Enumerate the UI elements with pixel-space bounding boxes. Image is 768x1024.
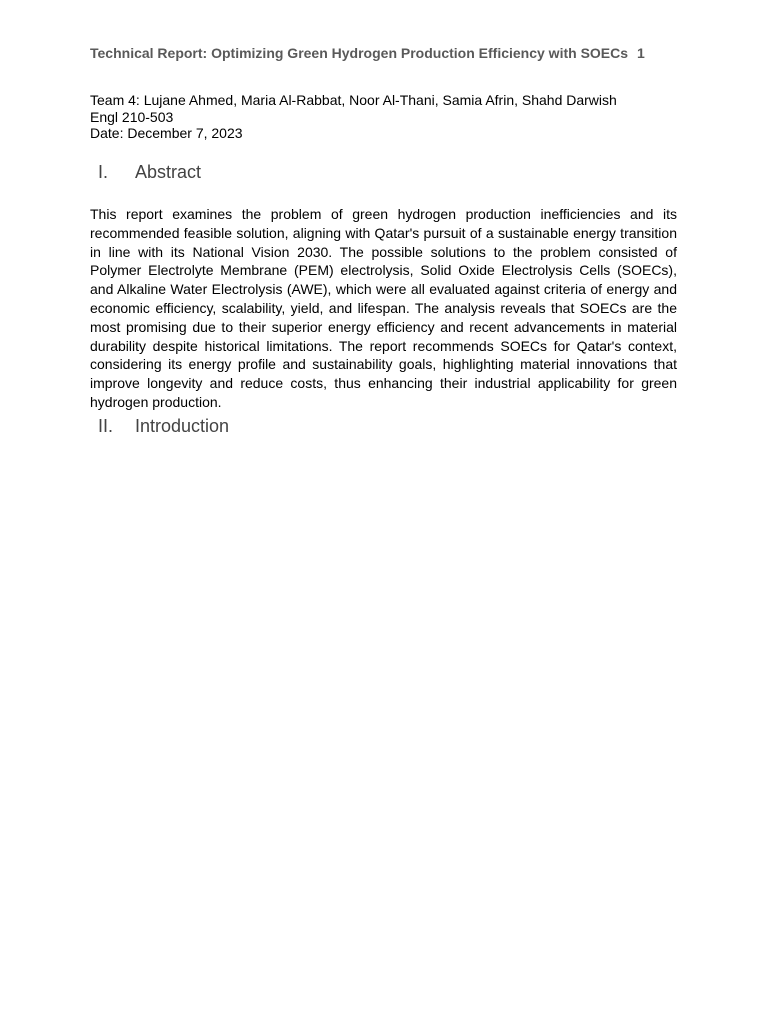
report-title: Technical Report: Optimizing Green Hydrogen Production Efficiency with SOECs (90, 45, 629, 61)
course-code: Engl 210-503 (90, 108, 174, 125)
section-heading-abstract (90, 162, 201, 183)
section-title: Abstract (135, 162, 202, 182)
team-members: Team 4: Lujane Ahmed, Maria Al-Rabbat, Noor Al-Thani, Samia Afrin, Shahd Darwish (90, 92, 617, 108)
abstract-paragraph: This report examines the problem of green hydrogen production inefficiencies and its recommended feasible solution, aligning with Qatar's pursuit of a sustainable energy transition in line with its National Vision 2030. The possible solutions to the problem consisted of Polymer Electrolyte Membrane (PEM) electrolysis, Solid Oxide Electrolysis Cells (SOECs), and Alkaline Water Electrolysis (AWE), which were all evaluated against criteria of energy and economic efficiency, scalability, yield, and lifespan. The analysis reveals that SOECs are the most promising due to their superior energy efficiency and recent advancements in material durability despite historical limitations. The report recommends SOECs for Qatar's context, considering its energy profile and sustainability goals, highlighting material innovations that improve longevity and reduce costs, thus enhancing their industrial applicability for green hydrogen production. (90, 206, 677, 410)
report-date: Date: December 7, 2023 (90, 125, 243, 141)
page-number: 1 (637, 45, 645, 61)
section-heading-introduction (90, 416, 229, 437)
author-info-block (90, 92, 617, 142)
section-title: Introduction (135, 416, 230, 436)
section-number: II. (98, 416, 114, 436)
section-number: I. (98, 162, 109, 182)
running-header (90, 45, 650, 61)
